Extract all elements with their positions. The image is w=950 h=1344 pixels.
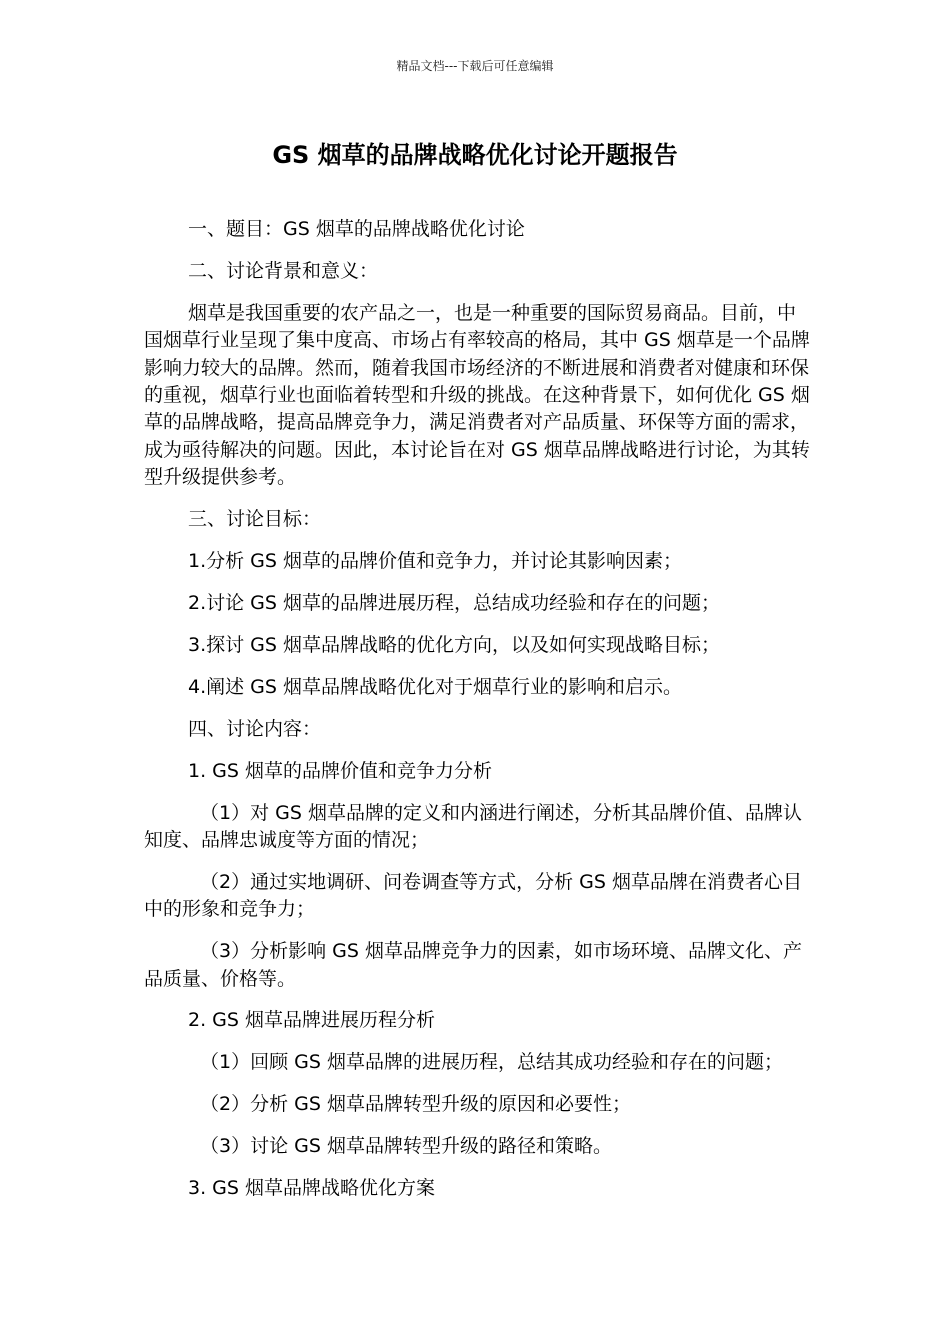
- goal-item: 1.分析 GS 烟草的品牌价值和竞争力，并讨论其影响因素；: [188, 550, 682, 573]
- goal-item: 3.探讨 GS 烟草品牌战略的优化方向，以及如何实现战略目标；: [188, 633, 720, 656]
- content-1-item: （1）对 GS 烟草品牌的定义和内涵进行阐述，分析其品牌价值、品牌认知度、品牌忠诚度等方面的情况；: [144, 801, 802, 851]
- content-3-heading: 3. GS 烟草品牌战略优化方案: [188, 1177, 435, 1200]
- content-2-item: （3）讨论 GS 烟草品牌转型升级的路径和策略。: [200, 1135, 612, 1158]
- section-topic: 一、题目：GS 烟草的品牌战略优化讨论: [188, 218, 525, 240]
- content-2-heading: 2. GS 烟草品牌进展历程分析: [188, 1009, 435, 1032]
- page-header-watermark: 精品文档---下载后可任意编辑: [396, 59, 554, 73]
- content-1-item: （2）通过实地调研、问卷调查等方式，分析 GS 烟草品牌在消费者心目中的形象和竞争力；: [144, 870, 802, 921]
- section-background-heading: 二、讨论背景和意义：: [188, 259, 379, 282]
- content-1-item: （3）分析影响 GS 烟草品牌竞争力的因素，如市场环境、品牌文化、产品质量、价格等。: [144, 940, 802, 990]
- document-body: [144, 216, 810, 1217]
- goal-item: 4.阐述 GS 烟草品牌战略优化对于烟草行业的影响和启示。: [188, 675, 682, 698]
- content-1-heading: 1. GS 烟草的品牌价值和竞争力分析: [188, 759, 492, 782]
- section-content-heading: 四、讨论内容：: [188, 717, 322, 740]
- content-2-item: （1）回顾 GS 烟草品牌的进展历程，总结其成功经验和存在的问题；: [200, 1051, 783, 1074]
- content-2-item: （2）分析 GS 烟草品牌转型升级的原因和必要性；: [200, 1093, 631, 1116]
- section-goals-heading: 三、讨论目标：: [188, 508, 322, 531]
- document-title: GS 烟草的品牌战略优化讨论开题报告: [272, 141, 678, 169]
- section-background-text: 烟草是我国重要的农产品之一，也是一种重要的国际贸易商品。目前，中国烟草行业呈现了集中度高、市场占有率较高的格局，其中 GS 烟草是一个品牌影响力较大的品牌。然而，随着我国市场经济的不断进展和消费者对健康和环保的重视，烟草行业也面临着转型和升级的挑战。在这种背景下，如何优化 GS 烟草的品牌战略，提高品牌竞争力，满足消费者对产品质量、环保等方面的需求，成为亟待解决的问题。因此，本讨论旨在对 GS 烟草品牌战略进行讨论，为其转型升级提供参考。: [144, 301, 810, 489]
- goal-item: 2.讨论 GS 烟草的品牌进展历程，总结成功经验和存在的问题；: [188, 591, 720, 614]
